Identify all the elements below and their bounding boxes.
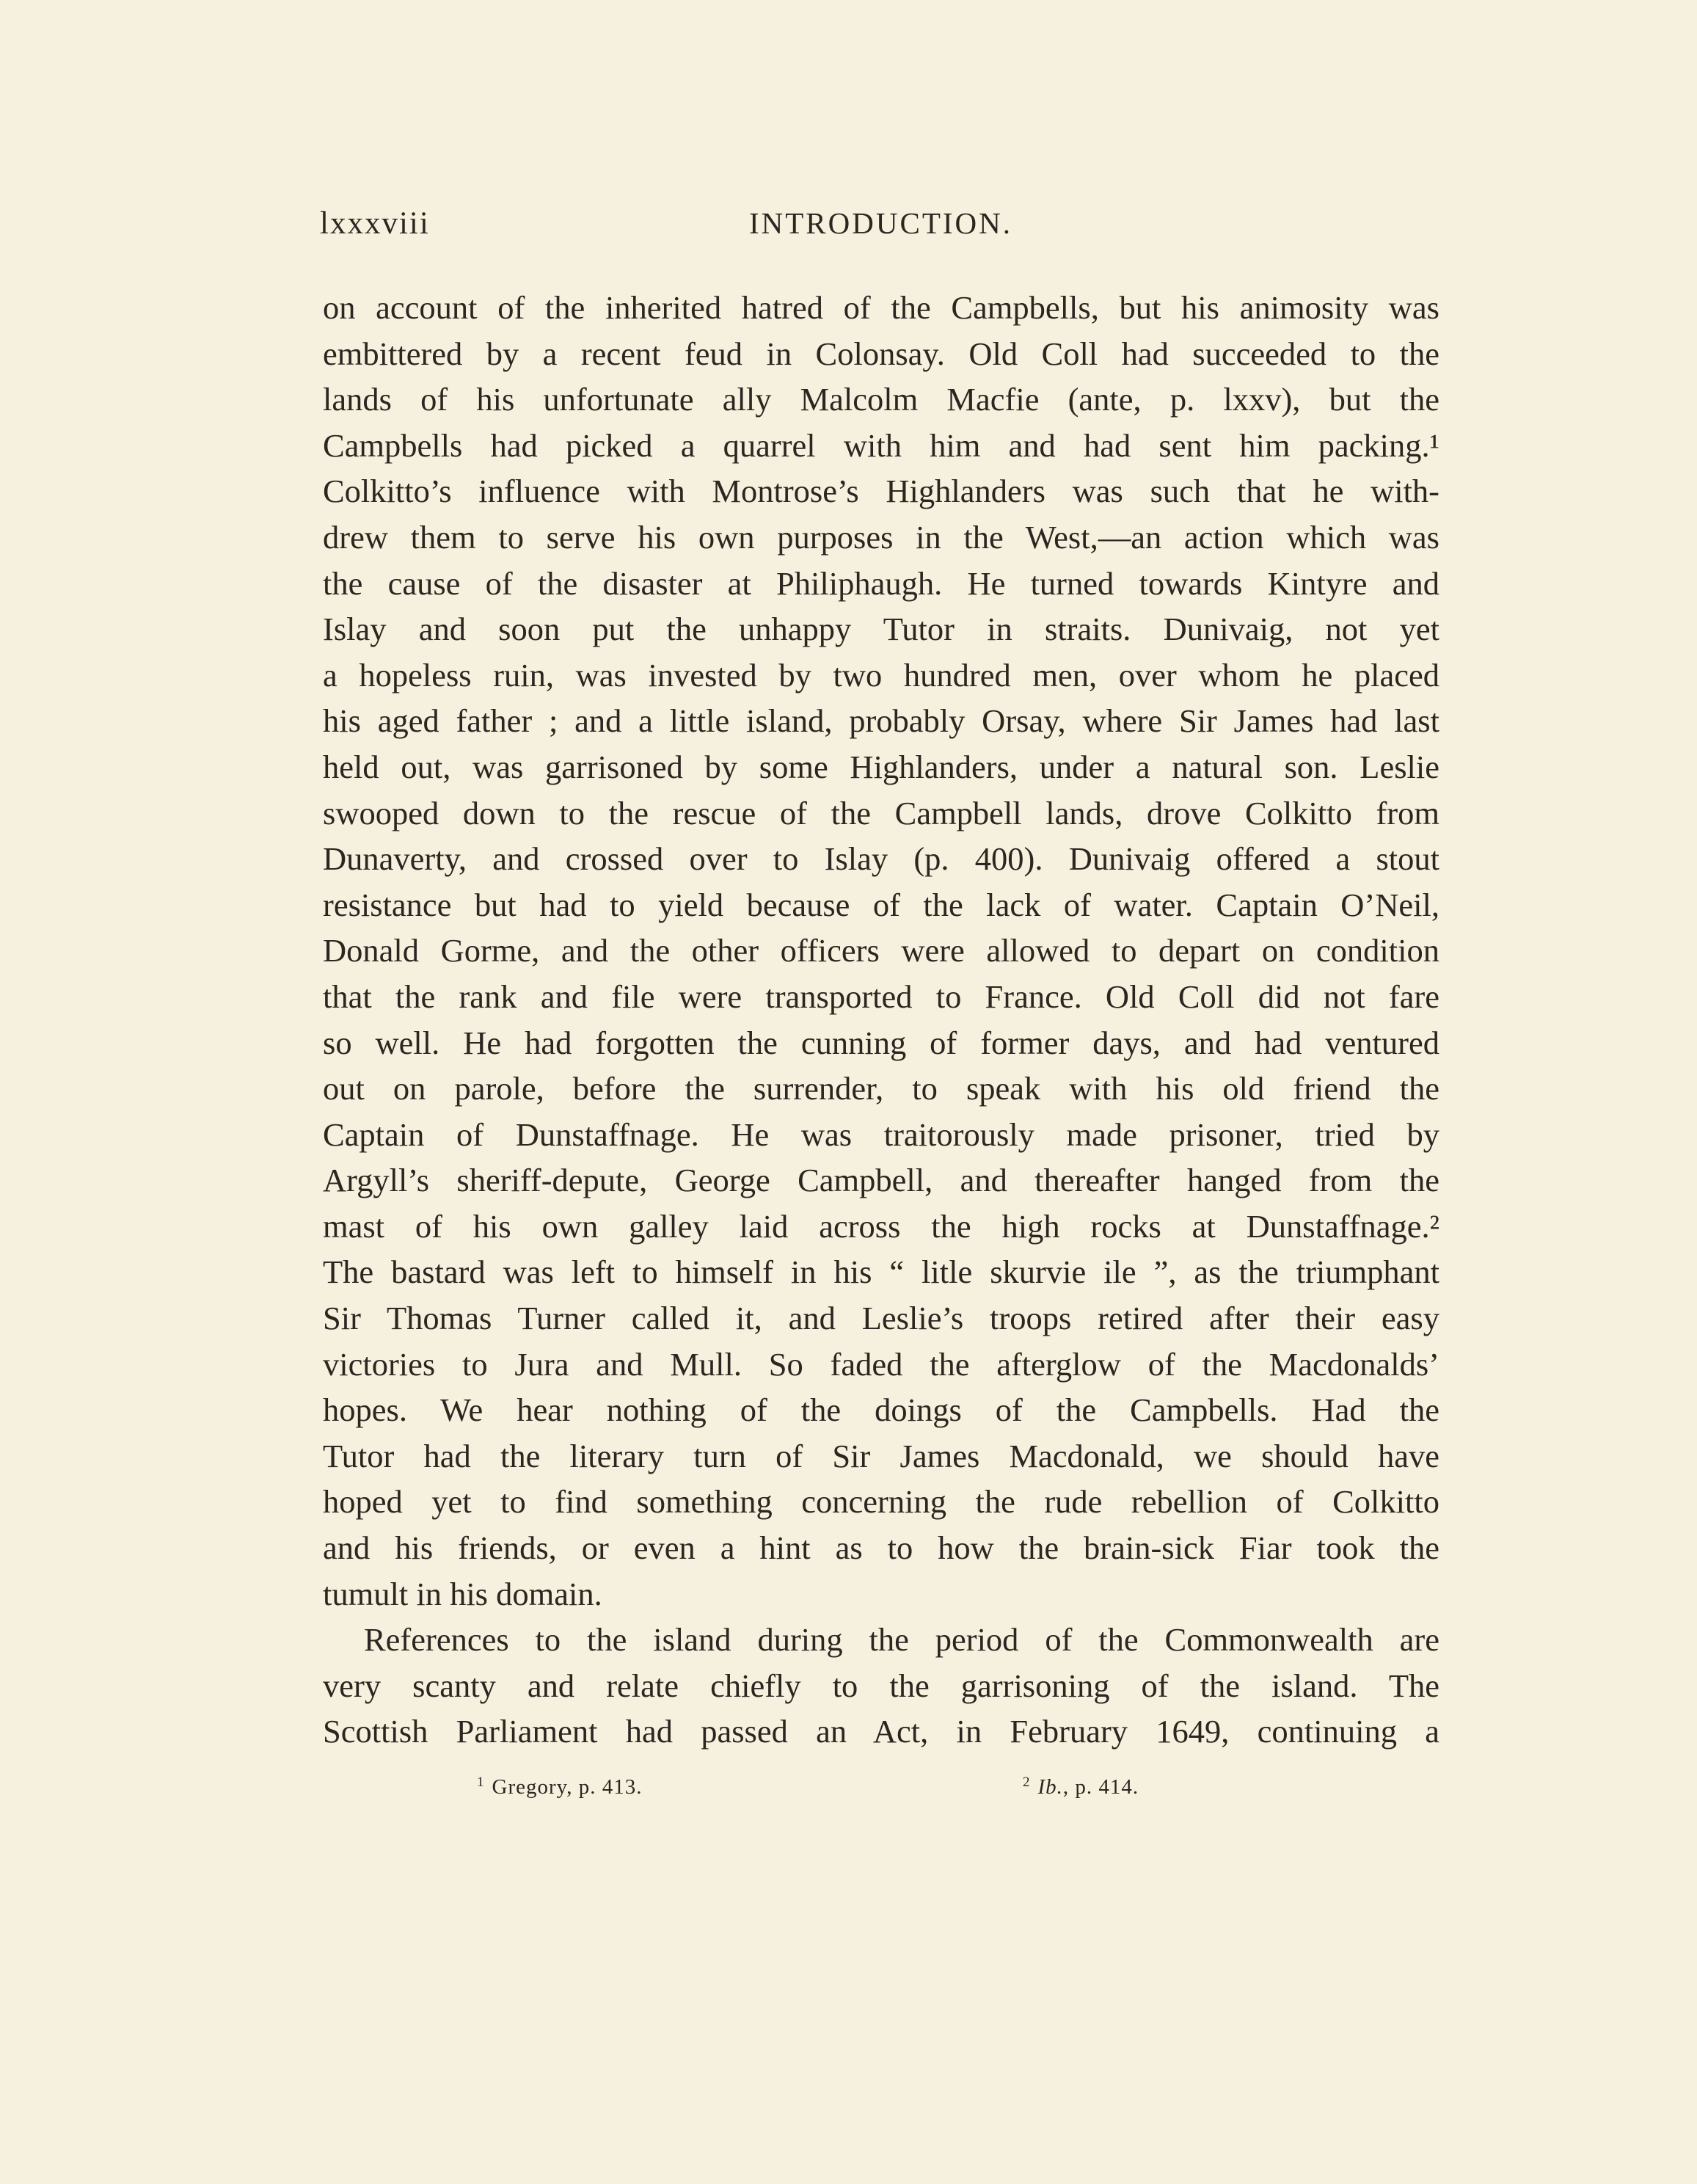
text-line: Argyll’s sheriff-depute, George Campbell, and thereafter hanged from the xyxy=(323,1162,1439,1199)
text-line: mast of his own galley laid across the high rocks at Dunstaffnage.² xyxy=(323,1207,1439,1245)
footnote-marker: 2 xyxy=(1023,1774,1031,1790)
footnote-ref: Ib. xyxy=(1037,1775,1063,1799)
text-line: Campbells had picked a quarrel with him and had sent him packing.¹ xyxy=(323,426,1439,464)
running-head xyxy=(320,205,1438,250)
text-line: resistance but had to yield because of the lack of water. Captain O’Neil, xyxy=(323,886,1439,923)
paragraph-2 xyxy=(323,1617,1439,1755)
text-line: Islay and soon put the unhappy Tutor in straits. Dunivaig, not yet xyxy=(323,611,1439,648)
text-line: out on parole, before the surrender, to speak with his old friend the xyxy=(323,1070,1439,1107)
text-line: Sir Thomas Turner called it, and Leslie’s troops retired after their easy xyxy=(323,1300,1439,1337)
text-line: victories to Jura and Mull. So faded the afterglow of the Macdonalds’ xyxy=(323,1345,1439,1383)
text-line: tumult in his domain. xyxy=(323,1575,602,1612)
footnote-marker: 1 xyxy=(477,1774,485,1790)
paragraph-1 xyxy=(323,285,1439,1617)
body-text xyxy=(323,285,1439,1755)
text-line: Dunaverty, and crossed over to Islay (p. 400). Dunivaig offered a stout xyxy=(323,840,1439,878)
footnote-text: Gregory, p. 413. xyxy=(492,1775,643,1799)
text-line: a hopeless ruin, was invested by two hundred men, over whom he placed xyxy=(323,656,1439,694)
text-line: Captain of Dunstaffnage. He was traitorously made prisoner, tried by xyxy=(323,1115,1439,1153)
text-line: Scottish Parliament had passed an Act, in February 1649, continuing a xyxy=(323,1713,1439,1750)
text-line: so well. He had forgotten the cunning of former days, and had ventured xyxy=(323,1024,1439,1061)
text-line: hopes. We hear nothing of the doings of the Campbells. Had the xyxy=(323,1391,1439,1429)
text-line: that the rank and file were transported to France. Old Coll did not fare xyxy=(323,978,1439,1015)
text-line: drew them to serve his own purposes in the West,—an action which was xyxy=(323,518,1439,556)
footnote-1 xyxy=(477,1774,643,1799)
running-title: INTRODUCTION. xyxy=(749,206,1012,240)
text-line: Tutor had the literary turn of Sir James Macdonald, we should have xyxy=(323,1437,1439,1474)
text-line: very scanty and relate chiefly to the garrisoning of the island. The xyxy=(323,1667,1439,1704)
footnotes xyxy=(0,1774,1697,1811)
text-line: The bastard was left to himself in his “ litle skurvie ile ”, as the triumphant xyxy=(323,1253,1439,1291)
text-line: his aged father ; and a little island, probably Orsay, where Sir James had last xyxy=(323,702,1439,740)
text-line: held out, was garrisoned by some Highlanders, under a natural son. Leslie xyxy=(323,748,1439,785)
page-number: lxxxviii xyxy=(320,206,430,241)
text-line: Colkitto’s influence with Montrose’s Highlanders was such that he with- xyxy=(323,473,1439,510)
text-line: the cause of the disaster at Philiphaugh. He turned towards Kintyre and xyxy=(323,564,1439,602)
footnote-text: , p. 414. xyxy=(1062,1775,1139,1799)
text-line: Donald Gorme, and the other officers were allowed to depart on condition xyxy=(323,932,1439,969)
text-line: and his friends, or even a hint as to how the brain-sick Fiar took the xyxy=(323,1529,1439,1567)
text-line: hoped yet to find something concerning the rude rebellion of Colkitto xyxy=(323,1483,1439,1521)
text-line: on account of the inherited hatred of the Campbells, but his animosity was xyxy=(323,289,1439,326)
text-line: lands of his unfortunate ally Malcolm Macfie (ante, p. lxxv), but the xyxy=(323,381,1439,418)
text-line: embittered by a recent feud in Colonsay. Old Coll had succeeded to the xyxy=(323,335,1439,372)
footnote-2 xyxy=(1023,1774,1139,1799)
text-line: swooped down to the rescue of the Campbell lands, drove Colkitto from xyxy=(323,794,1439,831)
text-line: References to the island during the period of the Commonwealth are xyxy=(364,1621,1439,1659)
